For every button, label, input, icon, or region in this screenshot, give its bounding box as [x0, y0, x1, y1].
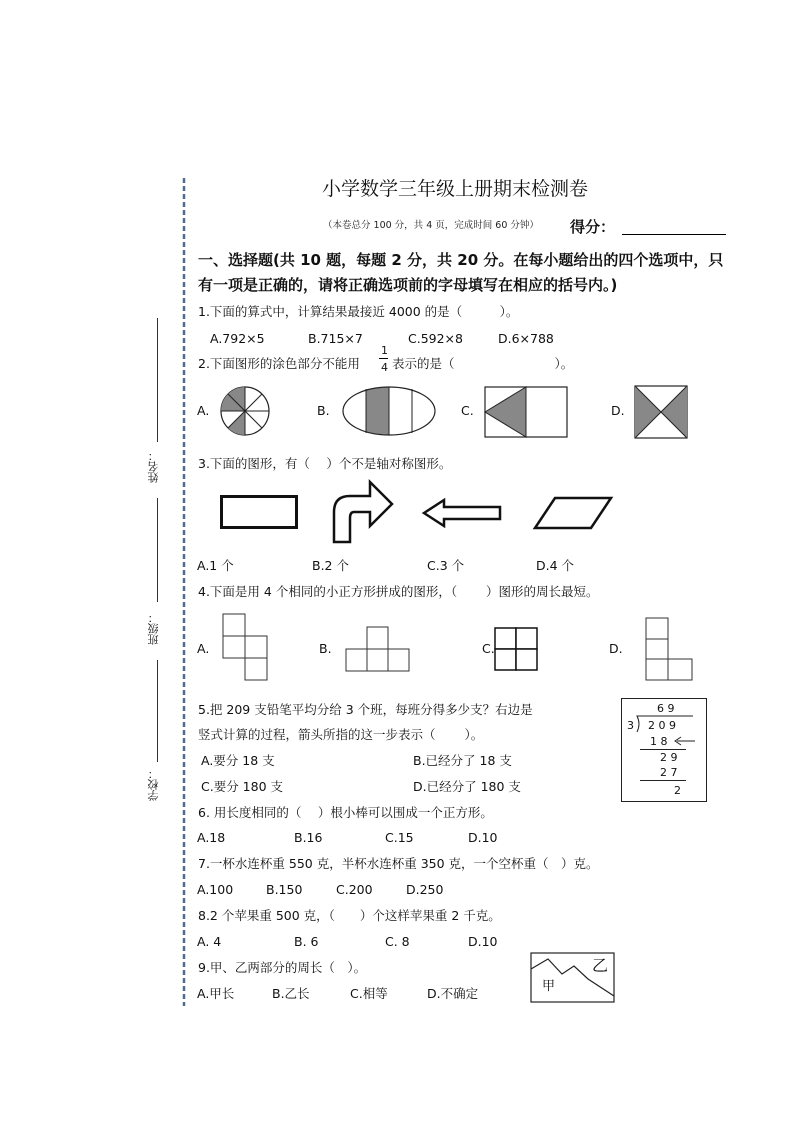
- q9-option-a[interactable]: A.甲长: [197, 986, 235, 1001]
- q5-quotient: 6 9: [657, 702, 675, 715]
- exam-note: （本卷总分 100 分，共 4 页，完成时间 60 分钟）: [323, 220, 539, 231]
- q3-left-arrow-shape: [422, 498, 502, 528]
- q2-text-after: 表示的是（ ）。: [392, 356, 574, 371]
- q2-fraction-numerator: 1: [381, 344, 388, 357]
- q5-arrow-icon: [672, 735, 696, 747]
- q4-option-c[interactable]: C.: [482, 641, 495, 656]
- q5-step1: 1 8: [650, 735, 668, 748]
- q3-option-c[interactable]: C.3 个: [427, 558, 465, 573]
- school-blank-line[interactable]: [157, 660, 158, 762]
- class-label: 班级：: [147, 612, 160, 645]
- q6-option-c[interactable]: C.15: [385, 830, 414, 845]
- q4-figure-d: [645, 617, 695, 681]
- q2-text-before: 2.下面图形的涂色部分不能用: [198, 356, 360, 371]
- q3-turn-arrow-shape: [330, 478, 394, 544]
- q5-option-d[interactable]: D.已经分了 180 支: [413, 779, 521, 794]
- q8-option-d[interactable]: D.10: [468, 934, 498, 949]
- q4-option-d[interactable]: D.: [609, 641, 623, 656]
- q2-square-figure: [634, 385, 688, 439]
- q9-option-c[interactable]: C.相等: [350, 986, 388, 1001]
- q9-option-d[interactable]: D.不确定: [427, 986, 479, 1001]
- q3-option-b[interactable]: B.2 个: [312, 558, 349, 573]
- q9-option-b[interactable]: B.乙长: [272, 986, 310, 1001]
- q8-option-b[interactable]: B. 6: [294, 934, 319, 949]
- q2-rectangle-figure: [484, 386, 568, 438]
- q4-option-b[interactable]: B.: [319, 641, 332, 656]
- q8-text: 8.2 个苹果重 500 克，（ ）个这样苹果重 2 千克。: [198, 908, 501, 923]
- q7-option-c[interactable]: C.200: [336, 882, 373, 897]
- q5-step2: 2 9: [660, 751, 678, 764]
- q5-line1: 5.把 209 支铅笔平均分给 3 个班，每班分得多少支？右边是: [198, 702, 533, 717]
- q5-dividend: 2 0 9: [648, 719, 676, 732]
- q7-option-b[interactable]: B.150: [266, 882, 303, 897]
- q3-option-a[interactable]: A.1 个: [197, 558, 234, 573]
- q2-option-b[interactable]: B.: [317, 403, 330, 418]
- q1-option-d[interactable]: D.6×788: [498, 331, 554, 346]
- q5-divisor: 3: [627, 719, 634, 732]
- q8-option-a[interactable]: A. 4: [197, 934, 222, 949]
- school-label: 学校：: [147, 768, 160, 801]
- q3-parallelogram-shape: [533, 496, 613, 530]
- q4-figure-b: [345, 626, 411, 672]
- q5-division-line-2: [640, 780, 686, 781]
- exam-title: 小学数学三年级上册期末检测卷: [322, 178, 589, 200]
- q6-option-a[interactable]: A.18: [197, 830, 226, 845]
- section1-heading-line2: 有一项是正确的，请将正确选项前的字母填写在相应的括号内。): [198, 276, 618, 294]
- q1-text: 1.下面的算式中，计算结果最接近 4000 的是（ ）。: [198, 304, 519, 319]
- q9-text: 9.甲、乙两部分的周长（ ）。: [198, 960, 367, 975]
- q4-figure-a: [222, 613, 270, 681]
- q2-option-c[interactable]: C.: [461, 403, 474, 418]
- q2-ellipse-figure: [341, 385, 437, 437]
- q1-option-a[interactable]: A.792×5: [210, 331, 265, 346]
- q4-option-a[interactable]: A.: [197, 641, 210, 656]
- q5-line2: 竖式计算的过程，箭头所指的这一步表示（ ）。: [198, 727, 484, 742]
- q5-step3: 2 7: [660, 766, 678, 779]
- q7-text: 7.一杯水连杯重 550 克，半杯水连杯重 350 克，一个空杯重（ ）克。: [198, 856, 599, 871]
- q1-option-b[interactable]: B.715×7: [308, 331, 363, 346]
- section1-heading-line1: 一、选择题(共 10 题，每题 2 分，共 20 分。在每小题给出的四个选项中，只: [198, 251, 724, 269]
- q5-division-line-1: [640, 749, 686, 750]
- q6-text: 6. 用长度相同的（ ）根小棒可以围成一个正方形。: [198, 805, 493, 820]
- q6-option-d[interactable]: D.10: [468, 830, 498, 845]
- q2-option-d[interactable]: D.: [611, 403, 625, 418]
- q3-text: 3.下面的图形，有（ ）个不是轴对称图形。: [198, 456, 452, 471]
- score-blank[interactable]: [622, 234, 726, 235]
- score-label: 得分：: [570, 218, 616, 236]
- q2-fraction-bar: [379, 358, 388, 359]
- q8-option-c[interactable]: C. 8: [385, 934, 410, 949]
- q5-option-b[interactable]: B.已经分了 18 支: [413, 753, 512, 768]
- q3-option-d[interactable]: D.4 个: [536, 558, 575, 573]
- q7-option-a[interactable]: A.100: [197, 882, 234, 897]
- class-blank-line[interactable]: [157, 498, 158, 602]
- q1-option-c[interactable]: C.592×8: [408, 331, 463, 346]
- q6-option-b[interactable]: B.16: [294, 830, 323, 845]
- q7-option-d[interactable]: D.250: [406, 882, 444, 897]
- q2-circle-figure: [218, 386, 274, 436]
- q5-option-c[interactable]: C.要分 180 支: [201, 779, 284, 794]
- binding-margin-line: [182, 178, 186, 1008]
- q2-option-a[interactable]: A.: [197, 403, 210, 418]
- name-label: 姓名：: [147, 450, 160, 483]
- q5-option-a[interactable]: A.要分 18 支: [201, 753, 275, 768]
- q5-remainder: 2: [674, 784, 681, 797]
- q3-rectangle-shape: [220, 495, 298, 529]
- q9-label-jia: 甲: [542, 979, 556, 994]
- q4-figure-c: [494, 627, 538, 671]
- name-blank-line[interactable]: [157, 318, 158, 442]
- q4-text: 4.下面是用 4 个相同的小正方形拼成的图形，（ ）图形的周长最短。: [198, 584, 599, 599]
- q9-label-yi: 乙: [592, 956, 609, 975]
- q2-fraction-denominator: 4: [381, 361, 388, 374]
